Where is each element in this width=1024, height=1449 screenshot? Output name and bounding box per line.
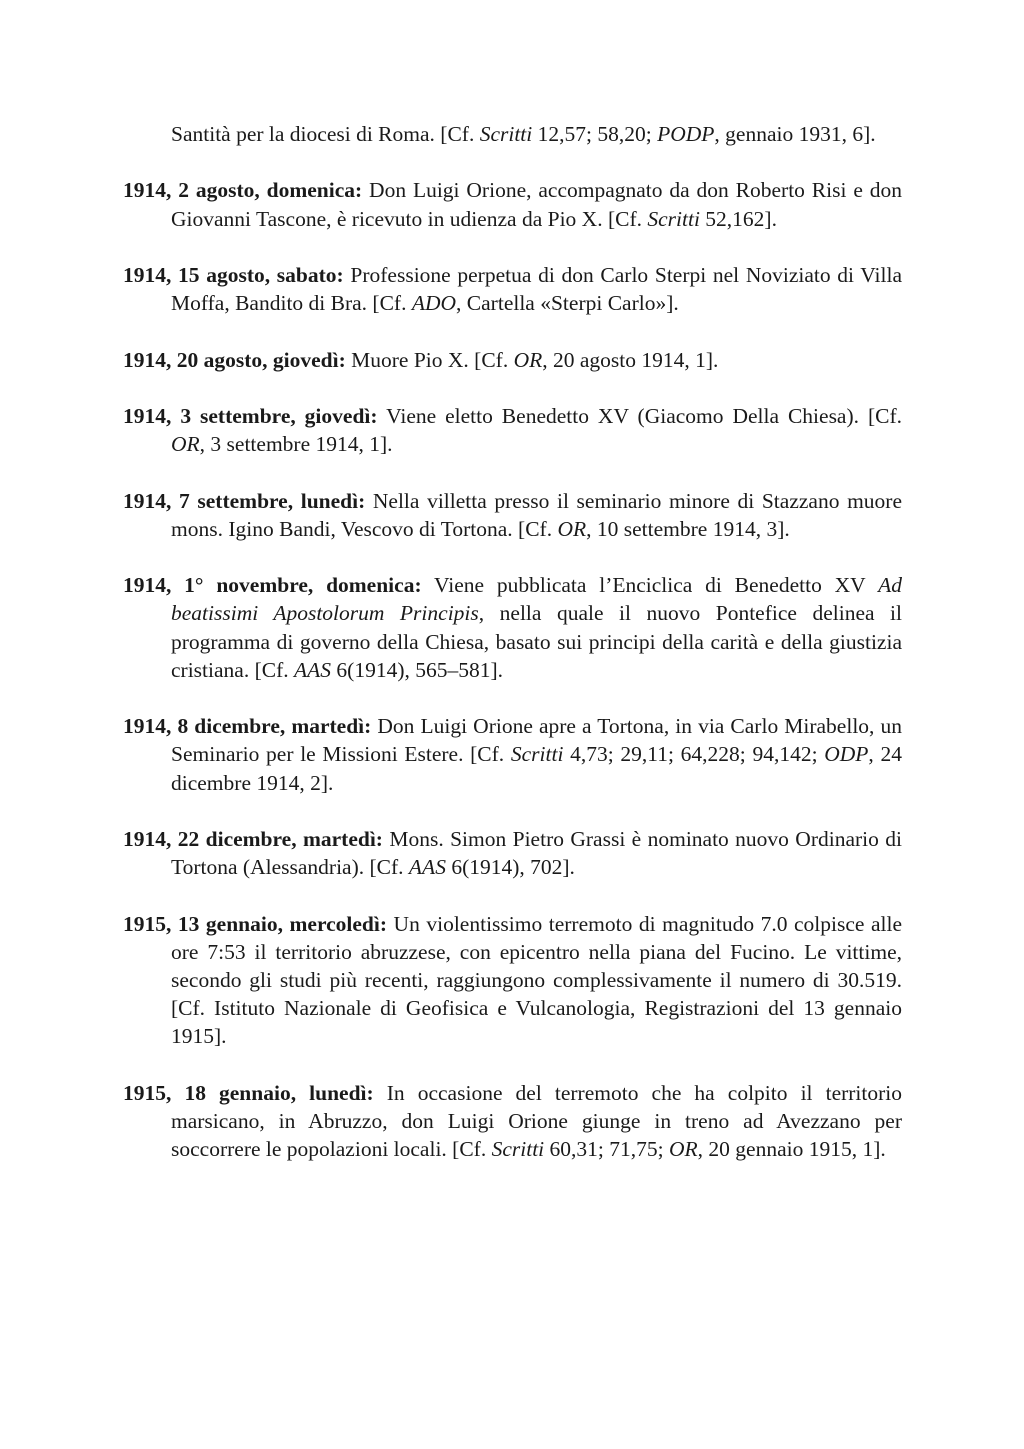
source-abbreviation: Scritti [491,1137,545,1162]
source-abbreviation: Scritti [510,742,564,767]
entry-text: , 3 settembre 1914, 1]. [199,432,393,457]
entry-text: 12,57; 58,20; [532,122,658,146]
chronology-entry-continuation [123,120,902,148]
source-abbreviation: Scritti [479,122,533,146]
chronology-entry [123,487,902,543]
entry-date-heading: 1915, 18 gennaio, lunedì: [123,1080,374,1105]
entry-date-heading: 1915, 13 gennaio, mercoledì: [123,911,388,936]
entry-date-heading: 1914, 20 agosto, giovedì: [123,347,346,372]
entry-date-heading: 1914, 22 dicembre, martedì: [123,826,383,851]
entry-text: 60,31; 71,75; [544,1137,669,1162]
entry-text: Professione perpetua di don Carlo Sterpi nel Noviziato di Villa Moffa, Bandito di Bra. [Cf. [171,262,903,316]
entry-text: , Cartella «Sterpi Carlo»]. [456,291,679,316]
entry-text: Mons. Simon Pietro Grassi è nominato nuovo Ordinario di Tortona (Alessandria). [Cf. [171,826,902,880]
source-abbreviation: PODP [657,122,715,146]
entry-text: Santità per la diocesi di Roma. [Cf. [171,122,480,146]
chronology-entry [123,1079,902,1164]
entry-text: Nella villetta presso il seminario minore di Stazzano muore mons. Igino Bandi, Vescovo di Tortona. [Cf. [171,488,902,541]
entry-text: Don Luigi Orione, accompagnato da don Roberto Risi e don Giovanni Tascone, è ricevuto in udienza da Pio X. [Cf. [171,178,902,231]
entry-date-heading: 1914, 1° novembre, domenica: [123,573,422,598]
entry-date-heading: 1914, 7 settembre, lunedì: [123,488,366,513]
source-abbreviation: ODP [824,742,869,767]
source-abbreviation: AAS [408,855,446,880]
chronology-page [123,120,902,1192]
source-abbreviation: AAS [294,657,332,682]
chronology-entry [123,261,902,317]
entry-text: , 10 settembre 1914, 3]. [586,516,790,541]
entry-text: In occasione del terremoto che ha colpito il territorio marsicano, in Abruzzo, don Luigi Orione giunge in treno ad Avezzano per soccorrere le popolazioni locali. [Cf. [171,1080,903,1162]
entry-text: Don Luigi Orione apre a Tortona, in via Carlo Mirabello, un Seminario per le Missioni Estere. [Cf. [171,714,903,767]
entry-date-heading: 1914, 2 agosto, domenica: [123,178,363,203]
entry-text: Muore Pio X. [Cf. [345,347,514,372]
entry-text: Viene pubblicata l’Enciclica di Benedetto XV [421,573,879,598]
entry-date-heading: 1914, 8 dicembre, martedì: [123,714,372,739]
entry-text: Un violentissimo terremoto di magnitudo 7.0 colpisce alle ore 7:53 il territorio abruzzese, con epicentro nella piana del Fucino. Le vittime, secondo gli studi più recenti, raggiungono complessivamente il numero di 30.519. [Cf. Istituto Nazionale di Geofisica e Vulcanologia, Registrazioni del 13 gennaio 1915]. [171,911,903,1049]
chronology-entry [123,825,902,881]
entry-text: , 20 agosto 1914, 1]. [542,347,719,372]
entry-text: Viene eletto Benedetto XV (Giacomo Della Chiesa). [Cf. [377,403,902,428]
entry-text: , 20 gennaio 1915, 1]. [697,1137,886,1162]
entry-text: 52,162]. [699,206,777,231]
chronology-entry [123,571,902,684]
chronology-entry [123,176,902,232]
entry-date-heading: 1914, 3 settembre, giovedì: [123,403,378,428]
entry-date-heading: 1914, 15 agosto, sabato: [123,262,344,287]
chronology-entry [123,910,902,1051]
entry-text: 6(1914), 702]. [445,855,575,880]
chronology-entry [123,402,902,458]
chronology-entry [123,346,902,374]
source-abbreviation: ADO [411,291,457,316]
chronology-entry [123,712,902,797]
source-abbreviation: OR [557,516,587,541]
entry-text: , nella quale il nuovo Pontefice delinea il programma di governo della Chiesa, basato sui principi della carità e della giustizia cristiana. [Cf. [171,601,902,682]
source-abbreviation: Scritti [647,206,700,231]
encyclical-title: Ad beatissimi Apostolorum Principis [171,573,902,626]
entry-text: 4,73; 29,11; 64,228; 94,142; [563,742,825,767]
source-abbreviation: OR [171,432,200,457]
entry-text: , gennaio 1931, 6]. [714,122,876,146]
source-abbreviation: OR [668,1137,698,1162]
entry-text: 6(1914), 565–581]. [331,657,504,682]
entry-text: , 24 dicembre 1914, 2]. [171,742,902,795]
source-abbreviation: OR [513,347,543,372]
